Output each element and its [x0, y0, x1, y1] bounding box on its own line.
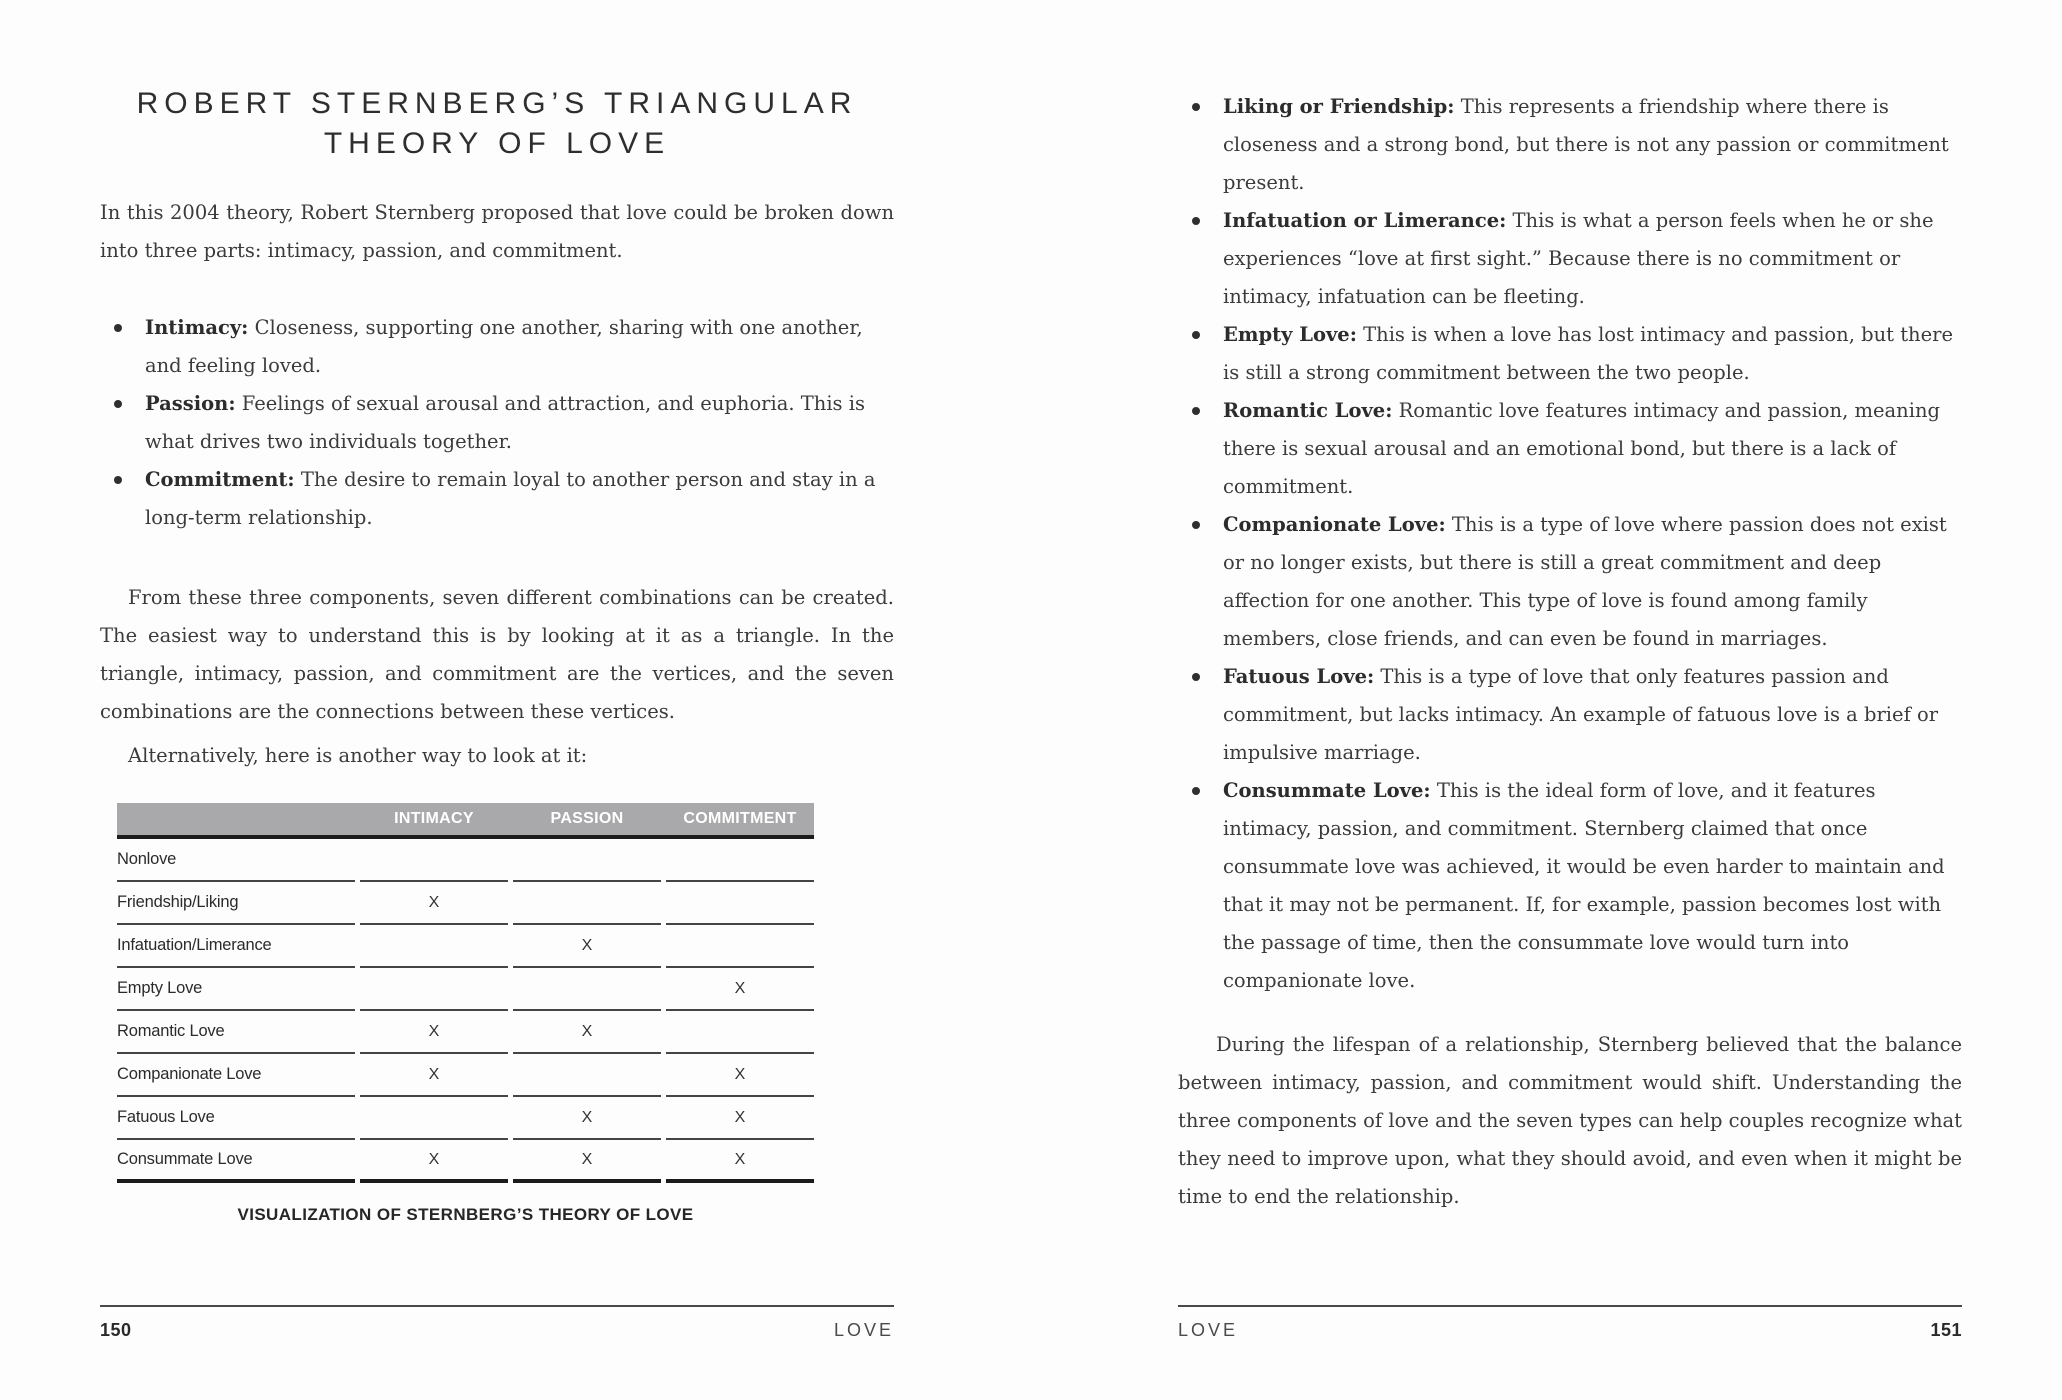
table-header-intimacy: INTIMACY — [394, 810, 474, 827]
term-label: Empty Love: — [1223, 323, 1357, 346]
term-definition: This is a type of love that only features passion and commitment, but lacks intimacy. An example of fatuous love is a brief or impulsive marriage. — [1223, 665, 1939, 764]
list-item — [1178, 316, 1962, 392]
mark-intimacy: X — [360, 1054, 508, 1097]
table-row — [117, 1140, 814, 1183]
term-definition: Romantic love features intimacy and passion, meaning there is sexual arousal and an emotional bond, but there is a lack of commitment. — [1223, 399, 1940, 498]
bullet-icon — [1192, 787, 1200, 795]
mark-commitment — [666, 839, 814, 882]
page-151 — [1178, 0, 1962, 1400]
list-item — [100, 385, 894, 461]
list-item — [1178, 88, 1962, 202]
row-label: Fatuous Love — [117, 1097, 355, 1140]
term-label: Companionate Love: — [1223, 513, 1446, 536]
bullet-icon — [114, 476, 122, 484]
mark-passion — [513, 968, 661, 1011]
list-item-text — [1223, 399, 1940, 498]
row-label: Consummate Love — [117, 1140, 355, 1183]
table-header-row — [117, 803, 814, 839]
mark-passion — [513, 882, 661, 925]
running-title: LOVE — [833, 1320, 894, 1340]
mark-intimacy: X — [360, 1011, 508, 1054]
list-item-text — [1223, 779, 1945, 992]
list-item — [1178, 772, 1962, 1000]
table-row — [117, 968, 814, 1011]
mark-intimacy: X — [360, 882, 508, 925]
list-item-text — [1223, 323, 1953, 384]
list-item-text — [1223, 209, 1934, 308]
combinations-paragraph: From these three components, seven different combinations can be created. The easiest way to understand this is by looking at it as a triangle. In the triangle, intimacy, passion, and commitment are the vertices, and the seven combinations are the connections between these vertices. — [100, 586, 894, 723]
list-item — [1178, 202, 1962, 316]
page-number: 150 — [100, 1320, 132, 1340]
mark-passion: X — [513, 925, 661, 968]
table-row — [117, 1097, 814, 1140]
bullet-icon — [114, 400, 122, 408]
list-item — [1178, 392, 1962, 506]
list-item-text — [145, 316, 863, 377]
term-label: Liking or Friendship: — [1223, 95, 1455, 118]
mark-passion: X — [513, 1097, 661, 1140]
table-header-passion: PASSION — [550, 810, 624, 827]
table-header-commitment: COMMITMENT — [683, 810, 797, 827]
mark-intimacy — [360, 925, 508, 968]
term-label: Romantic Love: — [1223, 399, 1393, 422]
table-row — [117, 839, 814, 882]
list-item-text — [1223, 95, 1949, 194]
row-label: Nonlove — [117, 839, 355, 882]
term-label: Passion: — [145, 392, 236, 415]
term-definition: This is the ideal form of love, and it features intimacy, passion, and commitment. Sternberg claimed that once consummate love was achieved, it would be even harder to maintain and that it may not be permanent. If, for example, passion becomes lost with the passage of time, then the consummate love would turn into companionate love. — [1223, 779, 1945, 992]
mark-intimacy: X — [360, 1140, 508, 1183]
mark-commitment — [666, 882, 814, 925]
term-definition: This is a type of love where passion does not exist or no longer exists, but there is still a great commitment and deep affection for one another. This type of love is found among family members, close friends, and can even be found in marriages. — [1223, 513, 1947, 650]
bullet-icon — [1192, 407, 1200, 415]
components-list — [100, 309, 894, 537]
list-item — [1178, 506, 1962, 658]
term-label: Consummate Love: — [1223, 779, 1431, 802]
table-row — [117, 1054, 814, 1097]
term-definition: This is when a love has lost intimacy and passion, but there is still a strong commitment between the two people. — [1223, 323, 1953, 384]
list-item-text — [145, 392, 865, 453]
table-row — [117, 1011, 814, 1054]
mark-commitment: X — [666, 1140, 814, 1183]
bullet-icon — [1192, 673, 1200, 681]
list-item — [100, 309, 894, 385]
bullet-icon — [1192, 331, 1200, 339]
intro-paragraph: In this 2004 theory, Robert Sternberg proposed that love could be broken down into three parts: intimacy, passion, and commitment. — [100, 201, 894, 262]
page-title-line1: ROBERT STERNBERG’S TRIANGULAR — [136, 87, 858, 120]
mark-intimacy — [360, 968, 508, 1011]
table-caption: VISUALIZATION OF STERNBERG’S THEORY OF LOVE — [237, 1205, 694, 1224]
list-item-text — [145, 468, 875, 529]
bullet-icon — [1192, 521, 1200, 529]
term-label: Infatuation or Limerance: — [1223, 209, 1507, 232]
term-label: Commitment: — [145, 468, 295, 491]
table-row — [117, 882, 814, 925]
bullet-icon — [114, 324, 122, 332]
term-label: Fatuous Love: — [1223, 665, 1375, 688]
row-label: Empty Love — [117, 968, 355, 1011]
mark-intimacy — [360, 1097, 508, 1140]
list-item — [1178, 658, 1962, 772]
page-title — [100, 84, 894, 164]
page-footer-right — [1178, 1305, 1962, 1341]
term-label: Intimacy: — [145, 316, 249, 339]
table-row — [117, 925, 814, 968]
page-title-line2: THEORY OF LOVE — [323, 127, 671, 160]
mark-passion: X — [513, 1011, 661, 1054]
love-types-table — [117, 803, 814, 1183]
term-definition: Closeness, supporting one another, sharing with one another, and feeling loved. — [145, 316, 863, 377]
mark-passion — [513, 839, 661, 882]
term-definition: This is what a person feels when he or she experiences “love at first sight.” Because there is no commitment or intimacy, infatuation can be fleeting. — [1223, 209, 1934, 308]
row-label: Friendship/Liking — [117, 882, 355, 925]
list-item-text — [1223, 513, 1947, 650]
mark-commitment: X — [666, 968, 814, 1011]
term-definition: This represents a friendship where there is closeness and a strong bond, but there is not any passion or commitment present. — [1223, 95, 1949, 194]
mark-commitment: X — [666, 1054, 814, 1097]
page-footer-left — [100, 1305, 894, 1341]
mark-intimacy — [360, 839, 508, 882]
closing-paragraph: During the lifespan of a relationship, Sternberg believed that the balance between intimacy, passion, and commitment would shift. Understanding the three components of love and the seven types can help couples recognize what they need to improve upon, what they should avoid, and even when it might be time to end the relationship. — [1178, 1033, 1962, 1208]
term-definition: The desire to remain loyal to another person and stay in a long-term relationship. — [145, 468, 876, 529]
bullet-icon — [1192, 217, 1200, 225]
bullet-icon — [1192, 103, 1200, 111]
mark-commitment: X — [666, 1097, 814, 1140]
page-number: 151 — [1930, 1320, 1962, 1340]
row-label: Infatuation/Limerance — [117, 925, 355, 968]
mark-commitment — [666, 925, 814, 968]
love-types-list — [1178, 88, 1962, 1000]
list-item — [100, 461, 894, 537]
mark-commitment — [666, 1011, 814, 1054]
row-label: Romantic Love — [117, 1011, 355, 1054]
term-definition: Feelings of sexual arousal and attraction, and euphoria. This is what drives two individuals together. — [145, 392, 866, 453]
row-label: Companionate Love — [117, 1054, 355, 1097]
page-150 — [100, 0, 894, 1400]
list-item-text — [1223, 665, 1938, 764]
mark-passion — [513, 1054, 661, 1097]
running-title: LOVE — [1178, 1320, 1239, 1340]
mark-passion: X — [513, 1140, 661, 1183]
alternative-paragraph: Alternatively, here is another way to look at it: — [128, 744, 588, 767]
